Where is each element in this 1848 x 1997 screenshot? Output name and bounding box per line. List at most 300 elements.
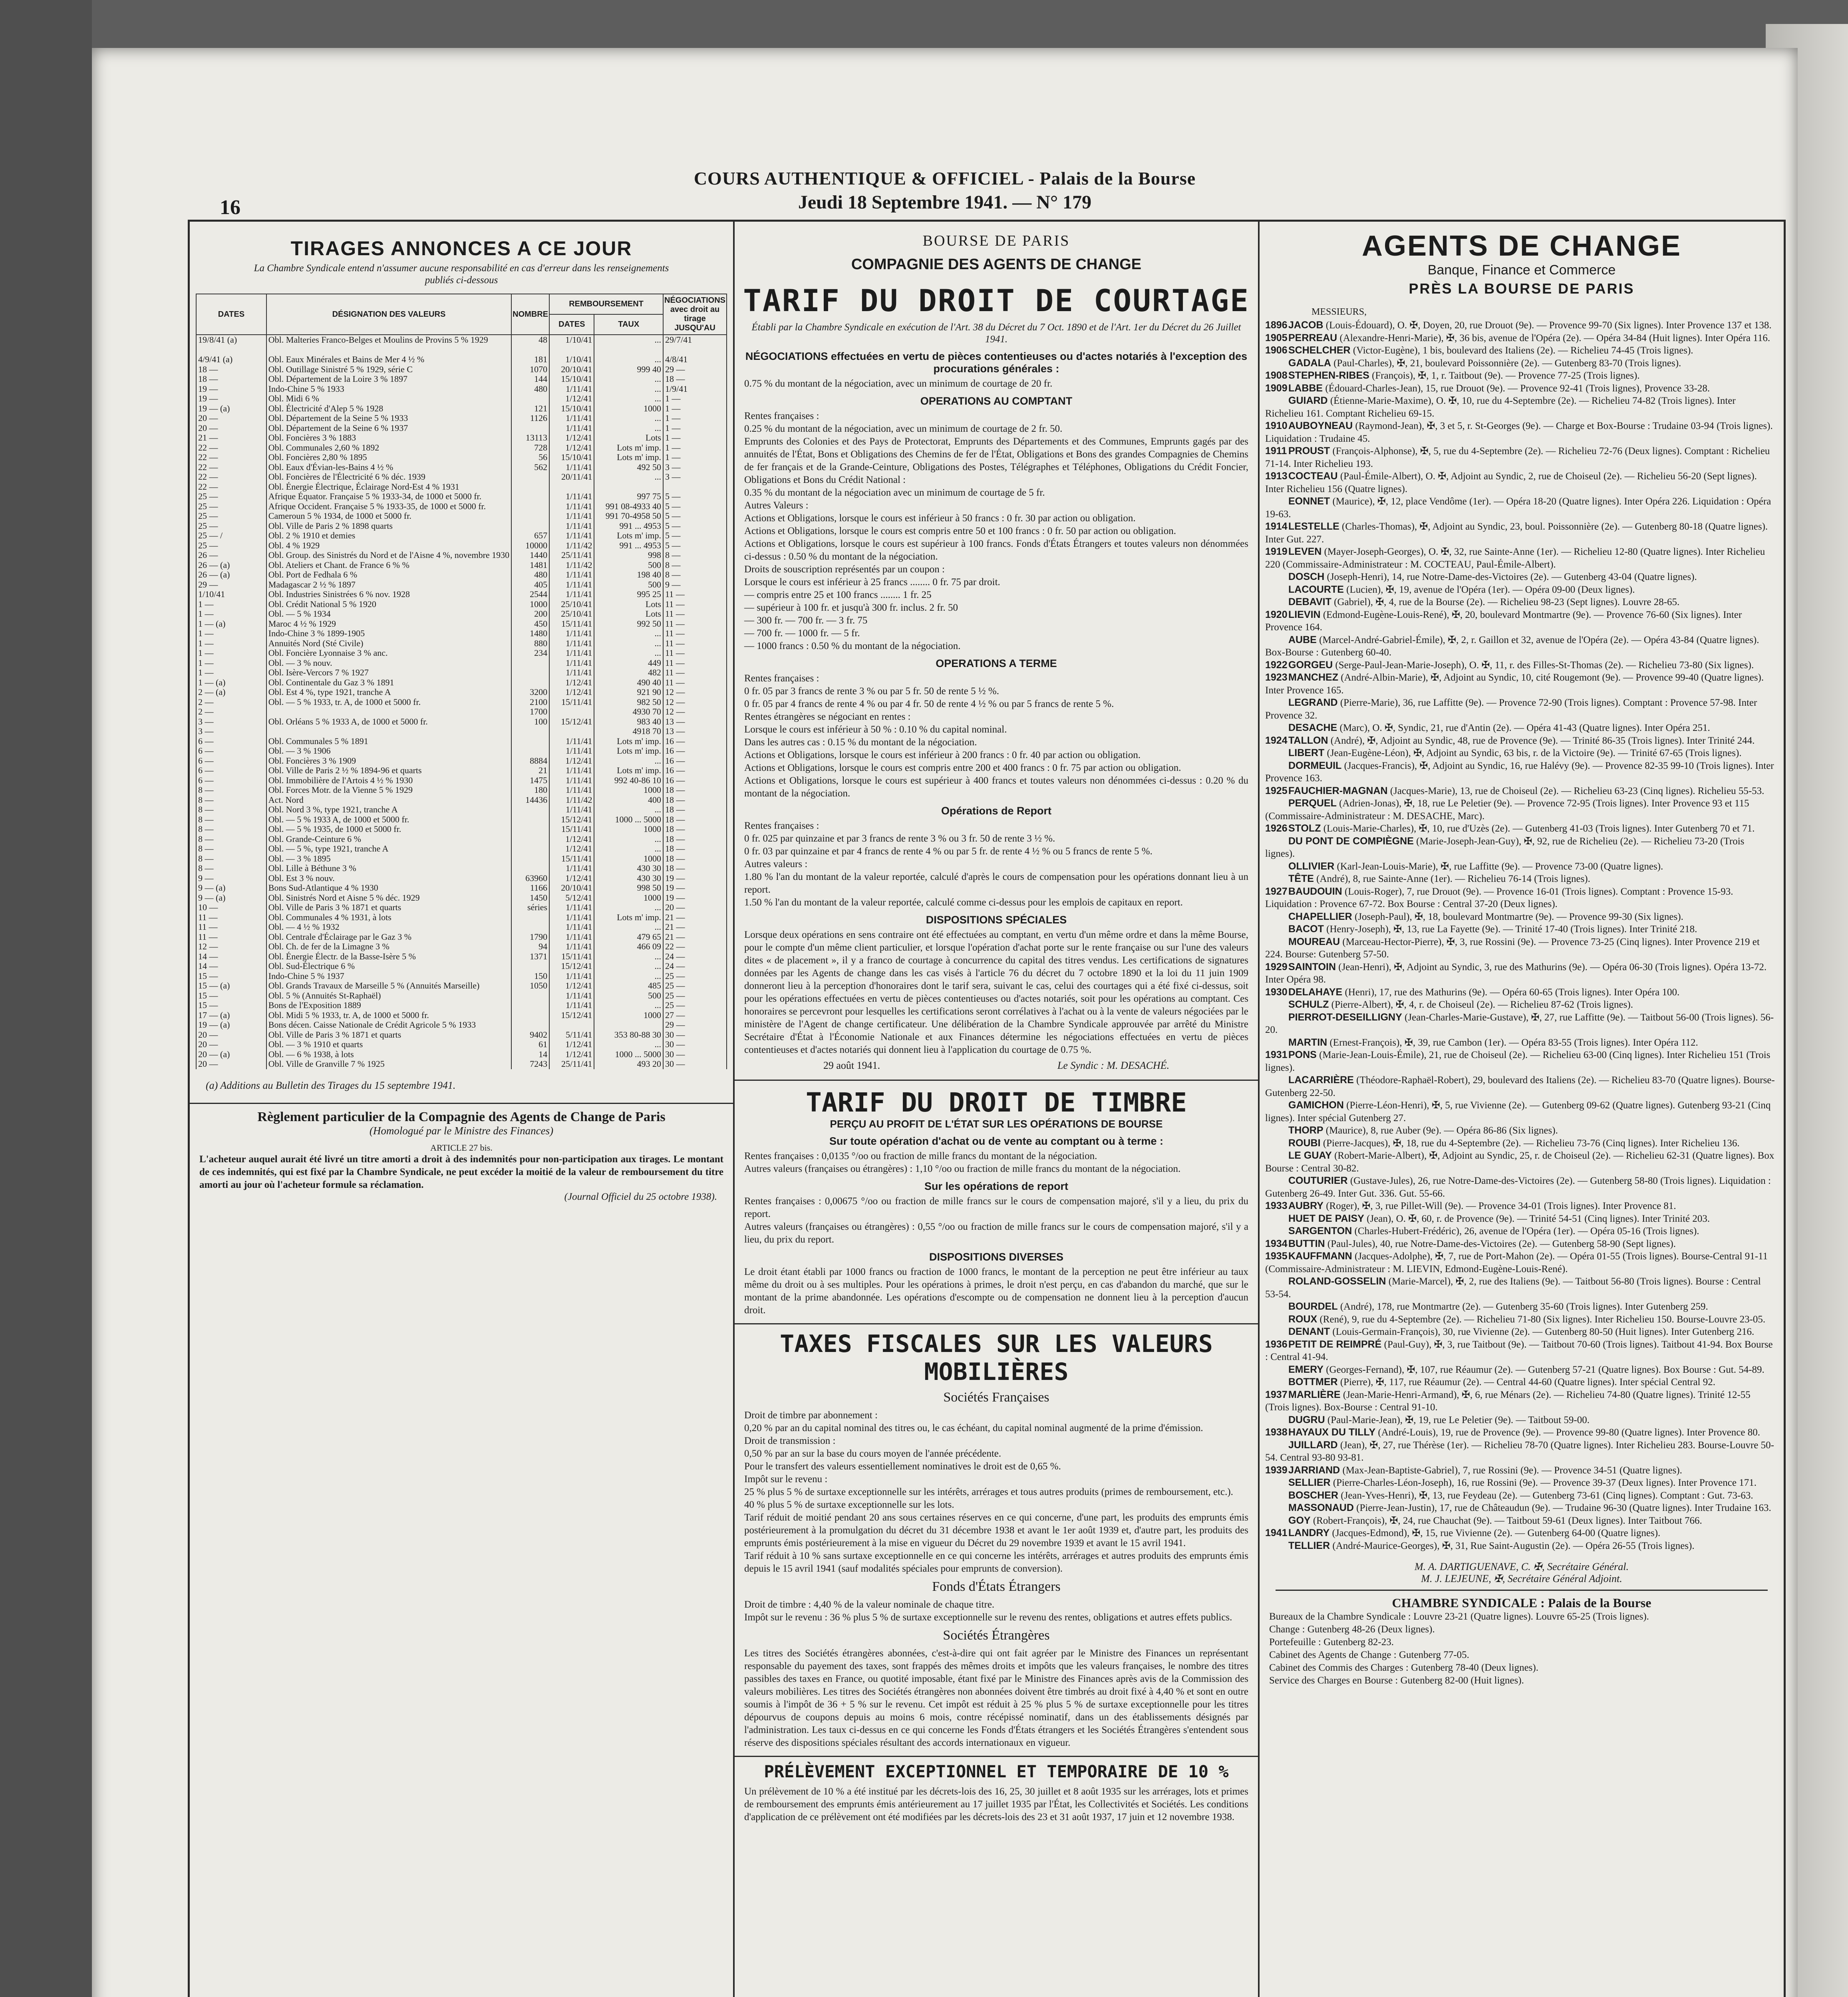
cell-taux: 1000 [594, 785, 663, 795]
cell-negociation: 25 — [663, 981, 727, 991]
cell-date: 19 — (a) [196, 404, 266, 414]
cell-nombre: 1450 [511, 893, 549, 903]
taxes-etat-text [735, 1598, 1258, 1624]
cell-negociation: 12 — [663, 707, 727, 717]
agent-entry [1265, 1149, 1776, 1175]
cell-nombre: 94 [511, 942, 549, 952]
cell-nombre: 562 [511, 463, 549, 472]
agent-name: TELLIER [1288, 1540, 1330, 1551]
cell-designation: Obl. Eaux Minérales et Bains de Mer 4 ½ % [266, 355, 511, 365]
cell-designation: Obl. Sinistrés Nord et Aisne 5 % déc. 1929 [266, 893, 511, 903]
cell-negociation: 18 — [663, 815, 727, 825]
column-tarifs [735, 222, 1260, 1997]
cell-remb-date: 1/11/41 [549, 648, 594, 658]
cell-nombre: 3200 [511, 687, 549, 697]
cell-date: 22 — [196, 463, 266, 472]
cell-designation: Act. Nord [266, 795, 511, 805]
cell-remb-date: 1/11/41 [549, 864, 594, 873]
cell-taux: ... [594, 844, 663, 854]
cell-designation: Obl. Ville de Granville 7 % 1925 [266, 1059, 511, 1069]
cell-date: 9 — (a) [196, 883, 266, 893]
cell-designation: Obl. Département de la Seine 5 % 1933 [266, 413, 511, 423]
cell-designation: Obl. Foncières 3 % 1909 [266, 756, 511, 766]
paragraph-line: Pour le transfert des valeurs essentiellement nominatives le droit est de 0,65 %. [744, 1461, 1061, 1472]
agent-details: (Karl-Jean-Louis-Marie), ✠, rue Laffitte (9e). — Provence 73-00 (Quatre lignes). [1334, 861, 1663, 872]
cell-date: 25 — / [196, 531, 266, 541]
cell-date: 26 — (a) [196, 570, 266, 580]
agent-entry [1265, 697, 1776, 722]
cell-nombre: 657 [511, 531, 549, 541]
cell-nombre: 1166 [511, 883, 549, 893]
paragraph-line: — supérieur à 100 fr. et jusqu'à 300 fr. inclus. 2 fr. 50 [744, 602, 958, 613]
cell-taux: 4918 70 [594, 727, 663, 736]
agent-entry [1265, 357, 1776, 370]
cell-designation: Obl. 4 % 1929 [266, 541, 511, 551]
comptant-title: OPERATIONS AU COMPTANT [920, 395, 1073, 407]
timbre-s1-text [735, 1150, 1258, 1175]
table-row [196, 423, 727, 433]
cell-nombre: 480 [511, 384, 549, 394]
cell-taux: ... [594, 1000, 663, 1010]
timbre-title: TARIF DU DROIT DE TIMBRE [806, 1087, 1187, 1118]
agent-entry [1265, 1414, 1776, 1427]
cell-taux: 198 40 [594, 570, 663, 580]
cell-date: 10 — [196, 903, 266, 913]
cell-negociation: 24 — [663, 952, 727, 962]
agent-entry [1265, 596, 1776, 609]
col-header-taux: TAUX [594, 314, 663, 335]
agent-details: (Adrien-Jonas), ✠, 18, rue Le Peletier (9e). — Provence 72-95 (Trois lignes). Inter Provence 93 et 115 (Commissaire-Administrateur : M. DESACHE, Marc). [1265, 798, 1749, 822]
cell-designation: Obl. — 5 % 1934 [266, 609, 511, 619]
agent-details: (Pierre-Jean-Justin), 17, rue de Châteaudun (9e). — Trudaine 96-30 (Quatre lignes). Inter Trudaine 163. [1353, 1503, 1771, 1513]
cell-negociation: 8 — [663, 550, 727, 560]
agent-entry [1265, 1213, 1776, 1225]
cell-designation: Obl. — 3 % 1895 [266, 854, 511, 864]
agent-name: DUGRU [1288, 1414, 1325, 1425]
col-header-remboursement: REMBOURSEMENT [549, 294, 663, 314]
divider [735, 1323, 1258, 1324]
cell-remb-date: 1/12/41 [549, 678, 594, 688]
cell-taux: 992 40-86 10 [594, 776, 663, 786]
paragraph-line: 1.50 % l'an du montant de la valeur reportée, calculé comme ci-dessus pour les emplois de capitaux en report. [744, 897, 1183, 908]
cell-date: 8 — [196, 824, 266, 834]
cell-remb-date: 25/11/41 [549, 1059, 594, 1069]
agent-name: PROUST [1288, 445, 1330, 457]
cell-remb-date [549, 482, 594, 492]
cell-nombre: 880 [511, 639, 549, 649]
paragraph-line: 0 fr. 05 par 4 francs de rente 4 % ou par 4 fr. 50 de rente 4 ½ % ou par 5 francs de rente 5 %. [744, 699, 1114, 709]
agent-details: (Roger), ✠, 3, rue Pillet-Will (9e). — Provence 34-01 (Trois lignes). Inter Provence 81. [1323, 1201, 1676, 1211]
cell-remb-date: 1/10/41 [549, 335, 594, 345]
cell-taux: Lots m' imp. [594, 913, 663, 923]
cell-designation: Cameroun 5 % 1934, de 1000 et 5000 fr. [266, 511, 511, 521]
agent-entry [1265, 797, 1776, 822]
agent-name: LACARRIÈRE [1288, 1074, 1354, 1086]
agent-entry [1265, 1439, 1776, 1464]
cell-remb-date: 15/12/41 [549, 717, 594, 727]
agent-name: STEPHEN-RIBES [1288, 370, 1369, 381]
agent-details: (Mayer-Joseph-Georges), O. ✠, 32, rue Sainte-Anne (1er). — Richelieu 12-80 (Quatre lignes). Inter Richelieu 220 (Commissaire-Administrateur : M. COCTEAU, Paul-Émile-Albert). [1265, 546, 1765, 570]
taxes-fr-text [735, 1409, 1258, 1575]
cell-nombre: 1480 [511, 629, 549, 639]
paragraph-line: Change : Gutenberg 48-26 (Deux lignes). [1269, 1624, 1435, 1635]
cell-date: 6 — [196, 736, 266, 746]
secretaire-general: M. A. DARTIGUENAVE, C. ✠, Secrétaire Général. [1414, 1561, 1629, 1572]
cell-remb-date [549, 1020, 594, 1030]
agent-details: (Raymond-Jean), ✠, 3 et 5, r. St-Georges (9e). — Charge et Box-Bourse : Trudaine 03-94 (Trois lignes). Liquidation : Trudaine 45. [1265, 421, 1773, 444]
table-row [196, 854, 727, 864]
courtage-subtitle: Établi par la Chambre Syndicale en exécution de l'Art. 38 du Décret du 7 Oct. 1890 et de l'Art. 1er du Décret du 26 Juillet 1941. [751, 322, 1241, 345]
cell-negociation: 21 — [663, 932, 727, 942]
agent-entry [1265, 1011, 1776, 1036]
table-row [196, 883, 727, 893]
cell-remb-date: 1/11/41 [549, 736, 594, 746]
cell-nombre [511, 834, 549, 844]
cell-nombre [511, 844, 549, 854]
paragraph-line: Cabinet des Agents de Change : Gutenberg 77-05. [1269, 1650, 1469, 1660]
table-row [196, 550, 727, 560]
table-row [196, 345, 727, 355]
cell-negociation: 13 — [663, 717, 727, 727]
cell-negociation: 21 — [663, 922, 727, 932]
cell-remb-date: 1/11/42 [549, 795, 594, 805]
table-row [196, 531, 727, 541]
cell-date: 6 — [196, 756, 266, 766]
agent-entry [1265, 885, 1776, 911]
agent-name: ROUBI [1288, 1137, 1321, 1149]
agent-name: COCTEAU [1288, 470, 1338, 482]
cell-negociation: 22 — [663, 942, 727, 952]
agent-details: (Louis-Roger), 7, rue Drouot (9e). — Provence 16-01 (Trois lignes). Comptant : Provence 15-93. Liquidation : Provence 67-72. Box Bourse : Central 37-20 (Deux lignes). [1265, 886, 1733, 909]
agent-details: (Louis-Germain-François), 30, rue Vivienne (2e). — Gutenberg 80-50 (Huit lignes). Inter Gutenberg 216. [1330, 1326, 1755, 1337]
cell-nombre [511, 961, 549, 971]
cell-date: 20 — [196, 1059, 266, 1069]
paragraph-line: Lorsque le cours est inférieur à 25 francs ........ 0 fr. 75 par droit. [744, 577, 1000, 588]
agent-details: (Jean-Charles-Marie-Gustave), ✠, 27, rue Laffitte (9e). — Taitbout 56-00 (Trois lignes). 56-20. [1265, 1012, 1774, 1035]
cell-remb-date: 1/11/41 [549, 423, 594, 433]
agent-details: (Jacques-Francis), ✠, Adjoint au Syndic, 16, rue Halévy (9e). — Provence 82-35 99-10 (Trois lignes). Inter Provence 163. [1265, 760, 1774, 784]
agent-details: (Théodore-Raphaël-Robert), 29, boulevard des Italiens (2e). — Richelieu 83-70 (Quatre lignes). Bourse-Gutenberg 22-50. [1265, 1075, 1775, 1098]
table-row [196, 1040, 727, 1050]
cell-nombre: 7243 [511, 1059, 549, 1069]
cell-nombre: 450 [511, 619, 549, 629]
cell-date: 18 — [196, 374, 266, 384]
paragraph-line: Actions et Obligations, lorsque le cours est compris entre 200 et 400 francs : 0 fr. 75 par action ou obligation. [744, 762, 1181, 773]
cell-date: 25 — [196, 502, 266, 512]
cell-taux: 479 65 [594, 932, 663, 942]
cell-nombre: 405 [511, 580, 549, 590]
cell-negociation: 5 — [663, 521, 727, 531]
cell-nombre [511, 1020, 549, 1030]
cell-negociation: 5 — [663, 502, 727, 512]
agent-details: (Louis-Marie-Charles), ✠, 10, rue d'Uzès (2e). — Gutenberg 41-03 (Trois lignes). Inter Gutenberg 70 et 71. [1321, 823, 1755, 834]
agent-entry [1265, 1527, 1776, 1540]
cell-negociation: 12 — [663, 697, 727, 707]
cell-remb-date: 1/11/41 [549, 932, 594, 942]
agent-name: MARTIN [1288, 1036, 1327, 1048]
report-text [735, 820, 1258, 909]
cell-remb-date: 15/10/41 [549, 404, 594, 414]
cell-designation [266, 727, 511, 736]
table-row [196, 961, 727, 971]
agent-details: (Jean-Henri), ✠, Adjoint au Syndic, 3, rue des Mathurins (9e). — Opéra 06-30 (Trois lignes). Opéra 13-72. Inter Opéra 98. [1265, 961, 1767, 985]
agent-entry [1265, 671, 1776, 697]
cell-remb-date: 1/11/41 [549, 922, 594, 932]
cell-date: 8 — [196, 834, 266, 844]
cell-remb-date: 25/10/41 [549, 609, 594, 619]
paragraph-line: 25 % plus 5 % de surtaxe exceptionnelle sur les intérêts, arrérages et tous autres produits (primes de remboursement, etc.). [744, 1487, 1233, 1497]
cell-negociation: 12 — [663, 687, 727, 697]
table-row [196, 815, 727, 825]
paragraph-line: 0 fr. 03 par quinzaine et par 4 francs de rente 4 % ou par 5 fr. de rente 4 ½ % ou 5 francs de rente 5 %. [744, 846, 1153, 857]
cell-nombre [511, 922, 549, 932]
agent-entry [1265, 986, 1776, 999]
cell-date: 22 — [196, 443, 266, 453]
table-row [196, 453, 727, 463]
cell-designation: Obl. Industries Sinistrées 6 % nov. 1928 [266, 590, 511, 599]
cell-remb-date: 1/11/41 [549, 668, 594, 678]
cell-negociation: 20 — [663, 903, 727, 913]
paragraph-line: Service des Charges en Bourse : Gutenberg 82-00 (Huit lignes). [1269, 1675, 1524, 1686]
cell-remb-date: 20/11/41 [549, 472, 594, 482]
agent-year: 1919 [1265, 546, 1288, 557]
cell-taux: 999 40 [594, 365, 663, 375]
paragraph-line: Actions et Obligations, lorsque le cours est inférieur à 200 francs : 0 fr. 40 par action ou obligation. [744, 750, 1141, 760]
cell-remb-date: 1/11/41 [549, 463, 594, 472]
cell-remb-date: 15/11/41 [549, 824, 594, 834]
cell-remb-date: 15/10/41 [549, 453, 594, 463]
cell-remb-date: 15/11/41 [549, 952, 594, 962]
comptant-text [735, 410, 1258, 653]
cell-date: 22 — [196, 472, 266, 482]
cell-designation: Afrique Équator. Française 5 % 1933-34, de 1000 et 5000 fr. [266, 492, 511, 502]
agent-details: (Pierre), ✠, 117, rue Réaumur (2e). — Central 44-60 (Quatre lignes). Inter spécial Central 92. [1337, 1377, 1716, 1388]
cell-negociation: 25 — [663, 971, 727, 981]
tirages-footnote: (a) Additions au Bulletin des Tirages du 15 septembre 1941. [206, 1079, 456, 1091]
paragraph-line: Cabinet des Commis des Charges : Gutenberg 78-40 (Deux lignes). [1269, 1662, 1538, 1673]
table-row [196, 355, 727, 365]
paragraph-line: Autres valeurs : [744, 859, 808, 869]
cell-negociation: 29 — [663, 1020, 727, 1030]
cell-date: 11 — [196, 922, 266, 932]
agent-details: (Robert-François), ✠, 24, rue Chauchat (9e). — Taitbout 59-61 (Deux lignes). Inter Taitbout 766. [1310, 1515, 1702, 1526]
cell-nombre [511, 668, 549, 678]
table-row [196, 736, 727, 746]
divider [1276, 1590, 1768, 1591]
agent-name: HUET DE PAISY [1288, 1213, 1364, 1224]
agent-details: (Jean-Eugène-Léon), ✠, Adjoint au Syndic, 63 bis, r. de la Victoire (9e). — Trinité 67-65 (Trois lignes). [1324, 748, 1742, 758]
agent-details: (Paul-Guy), ✠, 3, rue Taitbout (9e). — Taitbout 70-60 (Trois lignes). Taitbout 41-94. Box Bourse : Central 41-94. [1265, 1339, 1773, 1362]
paragraph-line: Rentes françaises : [744, 820, 819, 831]
agent-entry [1265, 1502, 1776, 1515]
agent-name: DESACHE [1288, 722, 1337, 733]
cell-remb-date [549, 727, 594, 736]
cell-designation: Obl. — 6 % 1938, à lots [266, 1050, 511, 1060]
cell-designation: Obl. Est 3 % nouv. [266, 873, 511, 883]
cell-remb-date: 15/12/41 [549, 815, 594, 825]
table-row [196, 834, 727, 844]
agent-year: 1908 [1265, 370, 1288, 381]
agent-entry [1265, 860, 1776, 873]
cell-designation: Indo-Chine 5 % 1937 [266, 971, 511, 981]
agent-year: 1931 [1265, 1049, 1288, 1060]
agent-details: (André), 8, rue Sainte-Anne (1er). — Richelieu 76-14 (Trois lignes). [1313, 873, 1590, 884]
table-row [196, 639, 727, 649]
paragraph-line: Actions et Obligations, lorsque le cours est compris entre 50 et 100 francs : 0 fr. 50 par action ou obligation. [744, 526, 1176, 536]
courtage-org1: BOURSE DE PARIS [922, 232, 1070, 249]
cell-remb-date: 15/12/41 [549, 1010, 594, 1020]
agent-entry [1265, 1275, 1776, 1300]
cell-taux: 991 70-4958 50 [594, 511, 663, 521]
agent-entry [1265, 520, 1776, 546]
agent-name: COUTURIER [1288, 1175, 1348, 1186]
cell-taux: 400 [594, 795, 663, 805]
cell-nombre: séries [511, 903, 549, 913]
cell-taux: ... [594, 805, 663, 815]
cell-taux: 991 ... 4953 [594, 541, 663, 551]
agent-name: LIEVIN [1288, 609, 1321, 620]
cell-nombre: 1126 [511, 413, 549, 423]
cell-date: 6 — [196, 746, 266, 756]
agent-entry [1265, 1036, 1776, 1049]
cell-nombre [511, 472, 549, 482]
agent-name: GOY [1288, 1515, 1311, 1526]
cell-date: 1 — [196, 629, 266, 639]
paragraph-line: Autres valeurs (françaises ou étrangères) : 1,10 °/oo ou fraction de mille francs du montant de la négociation. [744, 1163, 1181, 1174]
cell-negociation: 29 — [663, 365, 727, 375]
cell-date: 20 — (a) [196, 1050, 266, 1060]
paragraph-line: Rentes françaises : 0,00675 °/oo ou fraction de mille francs sur le cours de compensation majoré, s'il y a lieu, du prix du report. [744, 1196, 1248, 1219]
cell-taux: Lots m' imp. [594, 453, 663, 463]
cell-date: 26 — [196, 550, 266, 560]
agent-entry [1265, 998, 1776, 1011]
cell-remb-date: 20/10/41 [549, 365, 594, 375]
masthead-line1: COURS AUTHENTIQUE & OFFICIEL - Palais de la Bourse [693, 168, 1196, 189]
cell-date: 22 — [196, 482, 266, 492]
cell-nombre: 10000 [511, 541, 549, 551]
agent-entry [1265, 1364, 1776, 1376]
cell-nombre: 144 [511, 374, 549, 384]
agent-details: (Joseph-Henri), 14, rue Notre-Dame-des-Victoires (2e). — Gutenberg 43-04 (Quatre lignes). [1324, 572, 1697, 582]
cell-negociation: 16 — [663, 776, 727, 786]
cell-date: 8 — [196, 815, 266, 825]
cell-designation: Obl. Est 4 %, type 1921, tranche A [266, 687, 511, 697]
cell-nombre [511, 511, 549, 521]
agent-entry [1265, 1074, 1776, 1099]
cell-nombre: 1475 [511, 776, 549, 786]
agent-name: DU PONT DE COMPIÈGNE [1288, 835, 1414, 847]
cell-taux: ... [594, 1040, 663, 1050]
cell-nombre: 150 [511, 971, 549, 981]
cell-negociation: 1 — [663, 404, 727, 414]
tirages-title: TIRAGES ANNONCES A CE JOUR [290, 237, 632, 260]
paragraph-line: Portefeuille : Gutenberg 82-23. [1269, 1637, 1394, 1648]
agent-details: (Marie-Jean-Louis-Émile), 21, rue de Choiseul (2e). — Richelieu 63-00 (Cinq lignes). Inter Richelieu 151 (Trois lignes). [1265, 1050, 1771, 1073]
cell-designation: Indo-Chine 5 % 1933 [266, 384, 511, 394]
agent-entry [1265, 785, 1776, 798]
cell-taux: ... [594, 423, 663, 433]
table-row [196, 756, 727, 766]
cell-taux: ... [594, 903, 663, 913]
agent-details: (Jacques-Adolphe), ✠, 7, rue de Port-Mahon (2e). — Opéra 01-55 (Trois lignes). Bourse-Central 91-11 (Commissaire-Administrateur : M. LIEVIN, Edmond-Eugène-Louis-René). [1265, 1251, 1768, 1274]
table-row [196, 374, 727, 384]
cell-date: 3 — [196, 717, 266, 727]
paragraph-line: Autres Valeurs : [744, 500, 809, 511]
agent-name: LEGRAND [1288, 697, 1338, 708]
tirages-body [196, 335, 727, 1069]
agent-year: 1896 [1265, 320, 1288, 331]
cell-remb-date: 1/10/41 [549, 355, 594, 365]
agent-year: 1920 [1265, 609, 1288, 620]
agent-details: (Jacques-Edmond), ✠, 15, rue Vivienne (2e). — Gutenberg 64-00 (Quatre lignes). [1329, 1528, 1661, 1538]
cell-taux: ... [594, 384, 663, 394]
agent-name: SAINTOIN [1288, 961, 1336, 973]
cell-taux: 490 40 [594, 678, 663, 688]
cell-negociation: 24 — [663, 961, 727, 971]
table-row [196, 433, 727, 443]
cell-negociation: 11 — [663, 619, 727, 629]
cell-remb-date: 1/12/41 [549, 394, 594, 404]
cell-remb-date: 1/12/41 [549, 873, 594, 883]
cell-date: 22 — [196, 453, 266, 463]
agent-entry [1265, 1225, 1776, 1238]
cell-negociation: 30 — [663, 1030, 727, 1040]
taxes-etr-text: Les titres des Sociétés étrangères abonnées, c'est-à-dire qui ont fait agréer par le Ministre des Finances un représentant responsable du payement des taxes, sont frappés des mêmes droits et impôts que les valeurs françaises, le nombre des titres passibles des taxes en France, ou quotité imposable, étant fixé par le Ministre des Finances après avis de la Commission des valeurs mobilières. Les titres des Sociétés étrangères non abonnées doivent être timbrés au droit fixé à 4,40 % et sont en outre soumis à l'impôt de 36 + 5 % sur le revenu. Cet impôt est réduit à 25 % plus 5 % de surtaxe exceptionnelle pour les titres dépourvus de coupons depuis au moins 6 mois, contre récépissé nominatif, dans un des établissements désignés par l'administration. Les taux ci-dessus en ce qui concerne les Fonds d'États étrangers et les Sociétés Étrangères s'entendent sous réserve des dispositions spéciales résultant des accords internationaux en vigueur. [744, 1648, 1248, 1748]
agent-name: SCHELCHER [1288, 345, 1351, 356]
agent-entry [1265, 822, 1776, 835]
cell-designation: Obl. Midi 6 % [266, 394, 511, 404]
cell-date: 19/8/41 (a) [196, 335, 266, 345]
cell-negociation: 25 — [663, 991, 727, 1001]
cell-nombre: 121 [511, 404, 549, 414]
agent-entry [1265, 1338, 1776, 1364]
col-header-remb-dates: DATES [549, 314, 594, 335]
agent-name: PERQUEL [1288, 798, 1337, 809]
cell-taux: ... [594, 756, 663, 766]
cell-date: 1 — [196, 609, 266, 619]
table-row [196, 1000, 727, 1010]
cell-designation: Obl. Foncières 3 % 1883 [266, 433, 511, 443]
cell-taux: 492 50 [594, 463, 663, 472]
prelevement-text: Un prélèvement de 10 % a été institué par les décrets-lois des 16, 25, 30 juillet et 8 août 1935 sur les arrérages, lots et primes de remboursement des emprunts émis antérieurement au 17 juillet 1935 par l'État, les Collectivités et Sociétés. Les conditions d'application de ce prélèvement ont été modifiées par les décrets-lois des 23 et 31 août 1937, 17 juin et 12 novembre 1938. [744, 1786, 1248, 1822]
agent-year: 1941 [1265, 1527, 1288, 1538]
agent-year: 1929 [1265, 961, 1288, 973]
agent-year: 1926 [1265, 823, 1288, 834]
terme-text [735, 672, 1258, 800]
cell-remb-date: 1/11/41 [549, 590, 594, 599]
agent-details: (Gabriel), ✠, 4, rue de la Bourse (2e). — Richelieu 98-23 (Sept lignes). Louvre 28-65. [1331, 597, 1680, 607]
cell-remb-date: 1/11/41 [549, 570, 594, 580]
secretaire-adjoint: M. J. LEJEUNE, ✠, Secrétaire Général Adjoint. [1421, 1573, 1622, 1584]
table-row [196, 864, 727, 873]
agent-name: BOURDEL [1288, 1301, 1338, 1312]
cell-negociation [663, 345, 727, 355]
table-row [196, 913, 727, 923]
agent-details: (Jean-Yves-Henri), ✠, 13, rue Feydeau (2e). — Gutenberg 73-61 (Cinq lignes). Comptant : Gut. 73-63. [1338, 1490, 1753, 1501]
cell-taux: ... [594, 472, 663, 482]
page-content [92, 48, 1798, 1997]
agent-details: (René), 9, rue du 4-Septembre (2e). — Richelieu 71-80 (Six lignes). Inter Richelieu 150. Bourse-Louvre 23-05. [1317, 1314, 1766, 1325]
cell-remb-date: 1/11/41 [549, 413, 594, 423]
cell-date: 2 — [196, 707, 266, 717]
cell-designation: Obl. Outillage Sinistré 5 % 1929, série C [266, 365, 511, 375]
three-column-frame [188, 220, 1786, 1997]
agent-name: GAMICHON [1288, 1100, 1344, 1111]
cell-negociation: 16 — [663, 756, 727, 766]
cell-negociation: 3 — [663, 472, 727, 482]
agent-details: (André), 178, rue Montmartre (2e). — Gutenberg 35-60 (Trois lignes). Inter Gutenberg 259. [1337, 1301, 1708, 1312]
cell-designation: Madagascar 2 ½ % 1897 [266, 580, 511, 590]
